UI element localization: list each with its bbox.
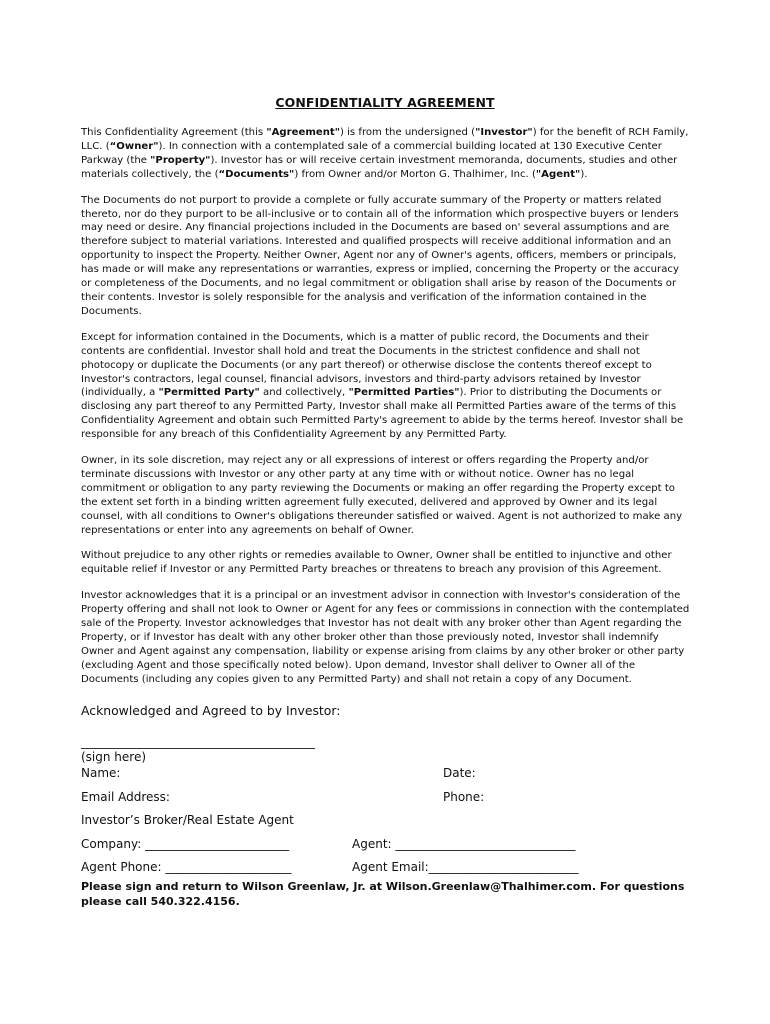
text: ) is from the undersigned (: [339, 127, 476, 138]
agreement-body: [81, 126, 691, 699]
text: ). Prior to distributing the Documents or disclosing any part thereof to any Permitted Party, Investor shall make all Permitted Parties aware of the terms of this Confidentiality Agreement and obtain such Permitted Party's agreement to abide by the terms hereof. Investor shall be responsible for any breach of this Confidentiality Agreement by any Permitted Party.: [81, 387, 684, 441]
phone-label: Phone:: [443, 790, 485, 804]
agent-email-field[interactable]: Agent Email:_________________________: [352, 860, 579, 874]
text: ) for the benefit of RCH Family, LLC. (: [81, 127, 689, 152]
term-agreement: "Agreement": [266, 127, 340, 138]
paragraph-intro: [81, 126, 691, 182]
term-agent: "Agent": [535, 168, 581, 180]
term-permitted-parties: "Permitted Parties": [348, 387, 460, 399]
signature-line[interactable]: _______________________________________: [81, 735, 315, 749]
term-investor: "Investor": [475, 127, 533, 138]
sign-here-label: (sign here): [81, 750, 147, 764]
paragraph-remedies: Without prejudice to any other rights or remedies available to Owner, Owner shall be entitled to injunctive and other equitable relief if Investor or any Permitted Party breaches or threatens to breach any provision of this Agreement.: [81, 550, 672, 576]
paragraph-broker: Investor acknowledges that it is a principal or an investment advisor in connection with Investor's consideration of the Property offering and shall not look to Owner or Agent for any fees or commissions in connection with the contemplated sale of the Property. Investor acknowledges that Investor has not dealt with any broker other than Agent regarding the Property, or if Investor has dealt with any other broker other than those previously noted, Investor shall indemnify Owner and Agent against any compensation, liability or expense arising from claims by any other broker or other party (excluding Agent and those specifically noted below). Upon demand, Investor shall deliver to Owner all of the Documents (including any copies given to any Permitted Party) and shall not retain a copy of any Document.: [81, 590, 690, 685]
paragraph-documents: The Documents do not purport to provide a complete or fully accurate summary of the Property or matters related thereto, nor do they purport to be all-inclusive or to contain all of the information which prospective buyers or lenders may need or desire. Any financial projections included in the Documents are based on' several assumptions and are therefore subject to material variations. Interested and qualified prospects will receive additional information and an opportunity to inspect the Property. Neither Owner, Agent nor any of Owner's agents, officers, members or principals, has made or will make any representations or warranties, express or implied, concerning the Property or the accuracy or completeness of the Documents, and no legal commitment or obligation shall arise by reason of the Documents or their contents. Investor is solely responsible for the analysis and verification of the information contained in the Documents.: [81, 194, 679, 317]
term-permitted-party: "Permitted Party": [158, 387, 260, 399]
document-title: CONFIDENTIALITY AGREEMENT: [275, 95, 495, 110]
text: ).: [580, 168, 588, 180]
return-instructions: Please sign and return to Wilson Greenlaw, Jr. at Wilson.Greenlaw@Thalhimer.com. For questions please call 540.322.4156.: [81, 880, 685, 908]
text: This Confidentiality Agreement (this: [81, 127, 267, 138]
name-label: Name:: [81, 766, 121, 780]
date-label: Date:: [443, 766, 476, 780]
paragraph-confidentiality: [81, 331, 691, 442]
email-label: Email Address:: [81, 790, 170, 804]
agent-phone-field[interactable]: Agent Phone: _____________________: [81, 860, 292, 874]
broker-heading: Investor’s Broker/Real Estate Agent: [81, 813, 294, 827]
text: ) from Owner and/or Morton G. Thalhimer, Inc. (: [294, 168, 536, 180]
text: ). In connection with a contemplated sale of a commercial building located at 130 Executive Center Parkway (the: [81, 140, 662, 166]
term-property: "Property": [150, 154, 211, 166]
acknowledged-heading: Acknowledged and Agreed to by Investor:: [81, 703, 341, 718]
text: ). Investor has or will receive certain investment memoranda, documents, studies and other materials collectively, the (: [81, 154, 678, 180]
term-documents: “Documents": [218, 168, 295, 180]
agent-field[interactable]: Agent: ______________________________: [352, 837, 576, 851]
company-field[interactable]: Company: ________________________: [81, 837, 290, 851]
text: Except for information contained in the Documents, which is a matter of public record, the Documents and their contents are confidential. Investor shall hold and treat the Documents in the strictest confidence and shall not photocopy or duplicate the Documents (or any part thereof) or otherwise disclose the contents thereof except to Investor's contractors, legal counsel, financial advisors, investors and third-party advisors retained by Investor (individually, a: [81, 331, 652, 399]
term-owner: “Owner": [109, 140, 159, 152]
text: and collectively,: [259, 387, 349, 399]
paragraph-owner-discretion: Owner, in its sole discretion, may reject any or all expressions of interest or offers regarding the Property and/or terminate discussions with Investor or any other party at any time with or without notice. Owner has no legal commitment or obligation to any party reviewing the Documents or making an offer regarding the Property except to the extent set forth in a binding written agreement fully executed, delivered and approved by Owner and its legal counsel, with all conditions to Owner's obligations thereunder satisfied or waived. Agent is not authorized to make any representations or enter into any agreements on behalf of Owner.: [81, 455, 683, 536]
